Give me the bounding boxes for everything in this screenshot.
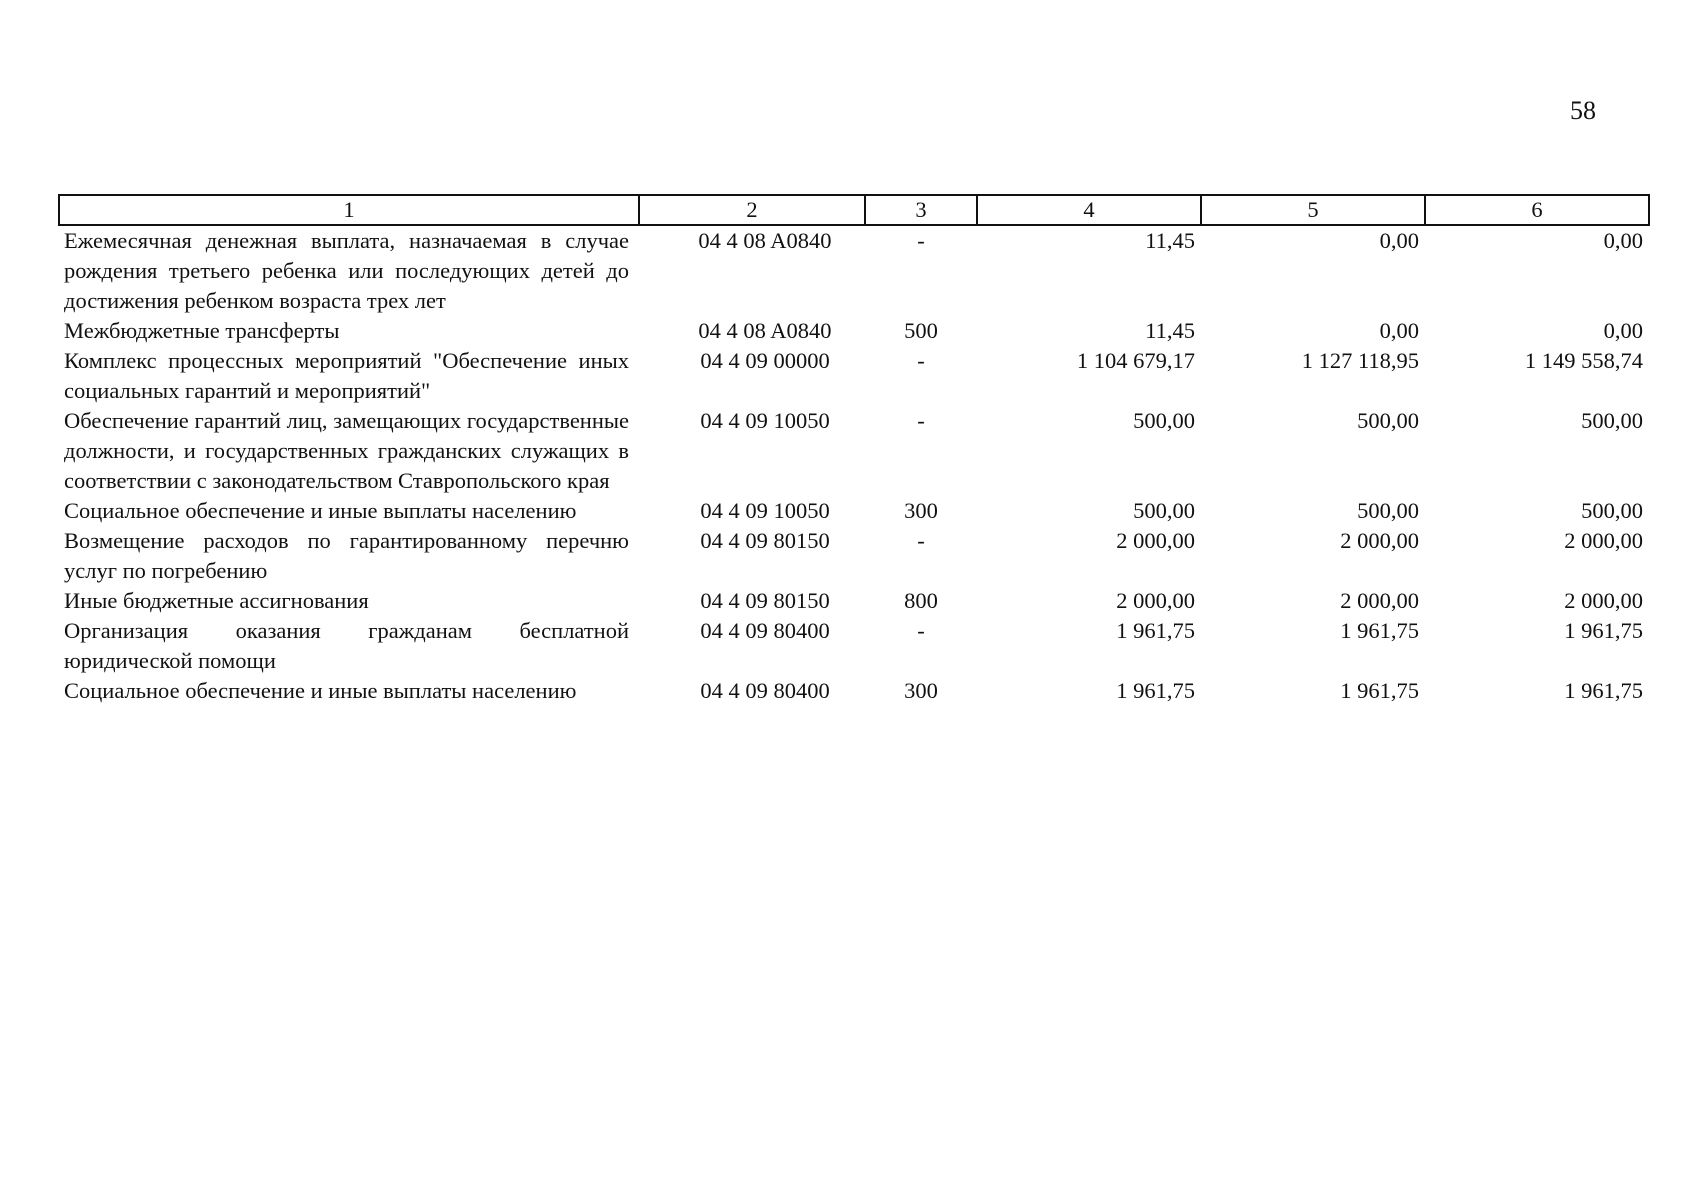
row-value-5: 0,00 [1379,228,1419,253]
row-type: - [917,348,925,373]
row-value-4: 11,45 [1145,228,1195,253]
row-name: Межбюджетные трансферты [64,318,340,343]
row-value-6: 500,00 [1581,408,1643,433]
column-header-3: 3 [865,195,977,225]
row-name: Организация оказания гражданам бесплатной юридической помощи [64,618,629,673]
row-value-4: 1 961,75 [1116,618,1195,643]
row-code: 04 4 09 80150 [700,588,830,613]
row-type: - [917,528,925,553]
table-header [59,195,1649,225]
row-value-6: 1 961,75 [1564,618,1643,643]
table-row [59,526,1649,586]
row-type: 300 [904,678,938,703]
row-code: 04 4 09 10050 [700,408,830,433]
row-value-5: 1 961,75 [1340,678,1419,703]
row-value-4: 1 104 679,17 [1076,348,1195,373]
column-header-6: 6 [1425,195,1649,225]
row-name: Комплекс процессных мероприятий "Обеспечение иных социальных гарантий и мероприятий" [64,348,629,403]
row-value-6: 500,00 [1581,498,1643,523]
row-value-4: 11,45 [1145,318,1195,343]
table-row [59,225,1649,316]
row-type: 300 [904,498,938,523]
row-name: Ежемесячная денежная выплата, назначаемая в случае рождения третьего ребенка или последующих детей до достижения ребенком возраста трех лет [64,228,629,313]
table-row [59,346,1649,406]
row-value-6: 1 149 558,74 [1524,348,1643,373]
row-value-5: 2 000,00 [1340,528,1419,553]
row-value-6: 2 000,00 [1564,588,1643,613]
table-row [59,316,1649,346]
row-name: Социальное обеспечение и иные выплаты населению [64,498,577,523]
row-code: 04 4 09 80400 [700,618,830,643]
table-row [59,676,1649,706]
row-value-4: 500,00 [1133,498,1195,523]
row-name: Обеспечение гарантий лиц, замещающих государственные должности, и государственных гражданских служащих в соответствии с законодательством Ставропольского края [64,408,629,493]
table-row [59,496,1649,526]
row-value-4: 2 000,00 [1116,588,1195,613]
row-value-6: 0,00 [1603,318,1643,343]
row-code: 04 4 09 00000 [700,348,830,373]
column-header-5: 5 [1201,195,1425,225]
row-value-5: 0,00 [1379,318,1419,343]
page-number: 58 [1570,96,1596,125]
row-code: 04 4 08 A0840 [698,318,832,343]
row-type: 500 [904,318,938,343]
row-type: - [917,228,925,253]
row-code: 04 4 09 10050 [700,498,830,523]
row-value-5: 500,00 [1357,408,1419,433]
row-value-6: 2 000,00 [1564,528,1643,553]
row-value-5: 1 127 118,95 [1301,348,1419,373]
row-type: - [917,618,925,643]
row-value-4: 2 000,00 [1116,528,1195,553]
row-name: Возмещение расходов по гарантированному перечню услуг по погребению [64,528,629,583]
row-value-6: 0,00 [1603,228,1643,253]
column-header-1: 1 [59,195,639,225]
row-name: Иные бюджетные ассигнования [64,588,369,613]
table-row [59,616,1649,676]
table-body [59,225,1649,706]
row-code: 04 4 09 80150 [700,528,830,553]
table-row [59,406,1649,496]
row-name: Социальное обеспечение и иные выплаты населению [64,678,577,703]
table-row [59,586,1649,616]
row-value-5: 500,00 [1357,498,1419,523]
row-type: 800 [904,588,938,613]
row-code: 04 4 09 80400 [700,678,830,703]
row-value-4: 500,00 [1133,408,1195,433]
column-header-2: 2 [639,195,865,225]
row-value-5: 1 961,75 [1340,618,1419,643]
header-row [59,195,1649,225]
budget-table [58,194,1650,706]
column-header-4: 4 [977,195,1201,225]
row-value-6: 1 961,75 [1564,678,1643,703]
row-value-5: 2 000,00 [1340,588,1419,613]
row-code: 04 4 08 A0840 [698,228,832,253]
row-type: - [917,408,925,433]
row-value-4: 1 961,75 [1116,678,1195,703]
